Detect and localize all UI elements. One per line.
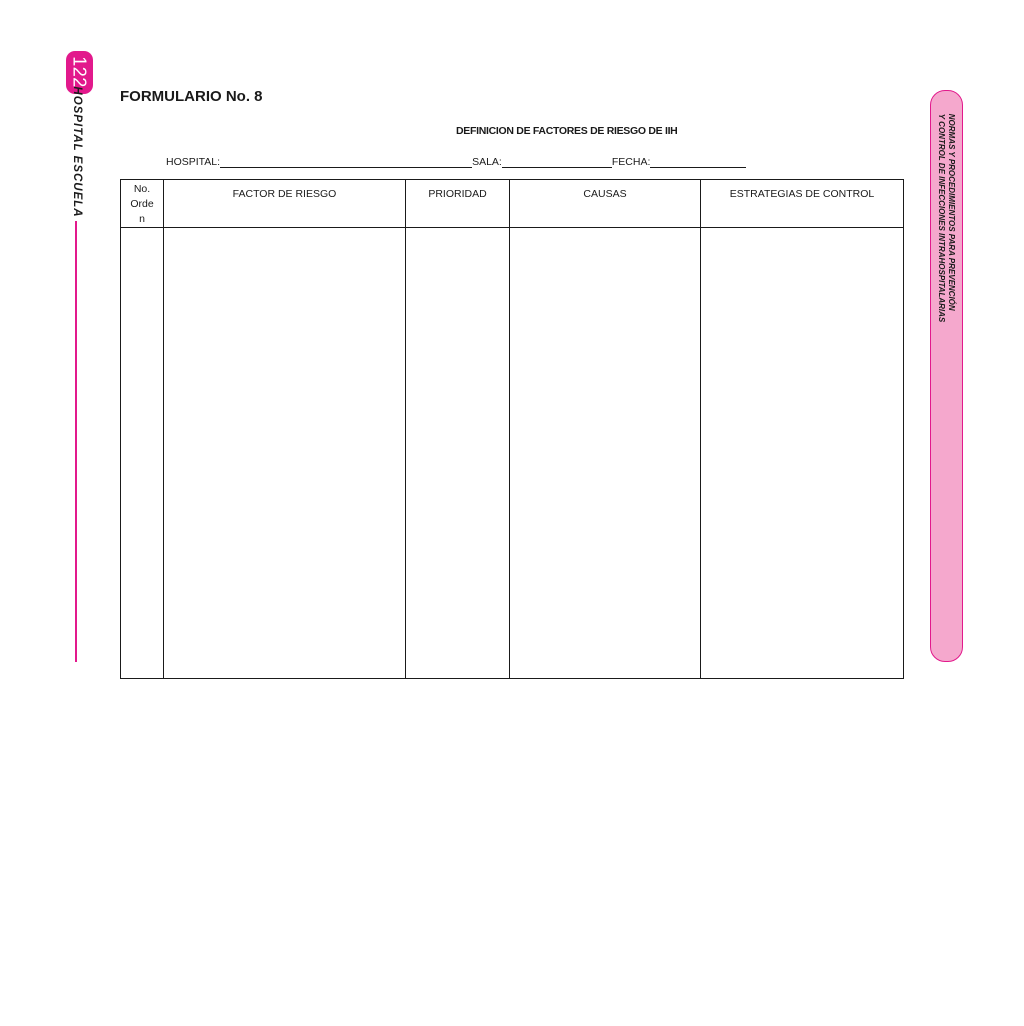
header-no-orden-line: Orde — [130, 198, 154, 210]
header-no-orden — [121, 180, 164, 228]
header-prioridad: PRIORIDAD — [406, 180, 510, 228]
form-title: FORMULARIO No. 8 — [120, 88, 263, 105]
cell-no-orden[interactable] — [121, 228, 164, 679]
side-title: HOSPITAL ESCUELA — [71, 86, 83, 218]
hospital-field[interactable] — [220, 155, 472, 168]
side-divider — [75, 221, 77, 662]
sala-label: SALA: — [472, 156, 502, 168]
page-number: 122 — [69, 56, 90, 88]
side-band-text — [936, 114, 956, 322]
fecha-field[interactable] — [650, 155, 746, 168]
side-band-line-1: NORMAS Y PROCEDIMIENTOS PARA PREVENCIÓN — [947, 113, 956, 311]
header-no-orden-line: No. — [133, 183, 151, 195]
hospital-label: HOSPITAL: — [166, 156, 221, 168]
table-row — [121, 228, 904, 679]
header-factor-de-riesgo: FACTOR DE RIESGO — [164, 180, 406, 228]
cell-factor-de-riesgo[interactable] — [164, 228, 406, 679]
fecha-label: FECHA: — [611, 156, 651, 168]
cell-prioridad[interactable] — [406, 228, 510, 679]
risk-factors-table — [120, 179, 904, 679]
form-fields-line — [166, 154, 746, 168]
form-subtitle: DEFINICION DE FACTORES DE RIESGO DE IIH — [456, 125, 678, 137]
table-header-row — [121, 180, 904, 228]
header-estrategias-de-control: ESTRATEGIAS DE CONTROL — [701, 180, 904, 228]
header-causas: CAUSAS — [510, 180, 701, 228]
sala-field[interactable] — [502, 155, 612, 168]
cell-estrategias-de-control[interactable] — [701, 228, 904, 679]
cell-causas[interactable] — [510, 228, 701, 679]
side-band-line-2: Y CONTROL DE INFECCIONES INTRAHOSPITALARIAS — [937, 113, 946, 323]
header-no-orden-line: n — [139, 213, 145, 225]
